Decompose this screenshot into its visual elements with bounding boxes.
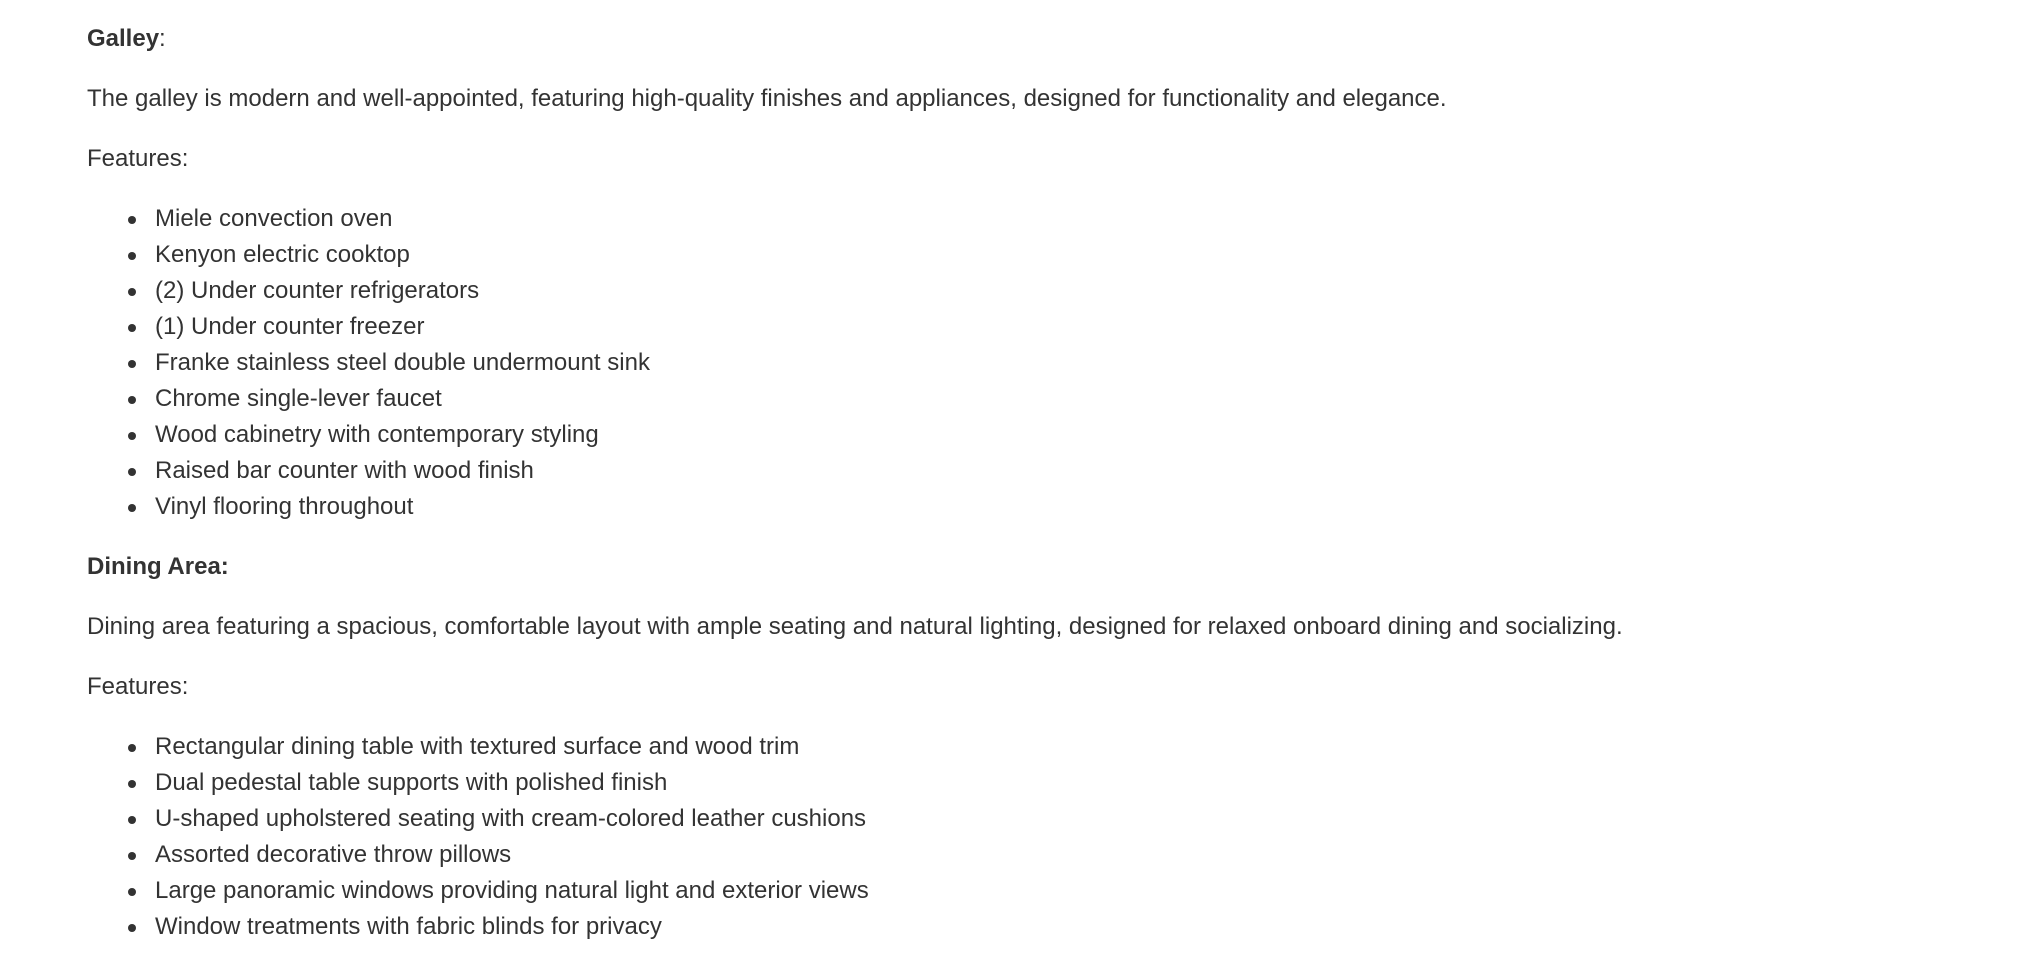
bullet-icon <box>128 888 136 896</box>
list-item <box>155 909 2007 945</box>
dining-area-features-list <box>87 729 2007 945</box>
galley-heading-title: Galley <box>87 25 160 52</box>
list-item-text: Chrome single-lever faucet <box>155 385 442 412</box>
bullet-icon <box>128 468 136 476</box>
dining-area-description: Dining area featuring a spacious, comfortable layout with ample seating and natural lighting, designed for relaxed onboard dining and socializing. <box>87 613 1623 640</box>
galley-features-list <box>87 201 2007 525</box>
dining-area-heading-title: Dining Area: <box>87 553 229 580</box>
galley-features-label: Features: <box>87 145 189 172</box>
list-item-text: Rectangular dining table with textured surface and wood trim <box>155 733 800 760</box>
bullet-icon <box>128 924 136 932</box>
bullet-icon <box>128 252 136 260</box>
bullet-icon <box>128 324 136 332</box>
document-content <box>87 21 2007 969</box>
list-item-text: Kenyon electric cooktop <box>155 241 410 268</box>
list-item <box>155 729 2007 765</box>
list-item <box>155 837 2007 873</box>
list-item-text: Window treatments with fabric blinds for privacy <box>155 913 662 940</box>
bullet-icon <box>128 360 136 368</box>
list-item <box>155 801 2007 837</box>
galley-section <box>87 21 2007 525</box>
list-item-text: Vinyl flooring throughout <box>155 493 414 520</box>
list-item <box>155 237 2007 273</box>
list-item-text: Large panoramic windows providing natural light and exterior views <box>155 877 869 904</box>
galley-heading-suffix: : <box>159 25 166 52</box>
bullet-icon <box>128 852 136 860</box>
list-item-text: Dual pedestal table supports with polished finish <box>155 769 668 796</box>
list-item <box>155 381 2007 417</box>
bullet-icon <box>128 216 136 224</box>
list-item-text: Miele convection oven <box>155 205 393 232</box>
list-item-text: Assorted decorative throw pillows <box>155 841 512 868</box>
list-item-text: (1) Under counter freezer <box>155 313 425 340</box>
bullet-icon <box>128 504 136 512</box>
list-item <box>155 489 2007 525</box>
dining-area-heading <box>87 549 2007 585</box>
list-item-text: Franke stainless steel double undermount sink <box>155 349 650 376</box>
bullet-icon <box>128 816 136 824</box>
list-item-text: U-shaped upholstered seating with cream-colored leather cushions <box>155 805 867 832</box>
bullet-icon <box>128 396 136 404</box>
list-item <box>155 345 2007 381</box>
bullet-icon <box>128 744 136 752</box>
galley-heading <box>87 21 2007 57</box>
list-item-text: Raised bar counter with wood finish <box>155 457 534 484</box>
list-item <box>155 273 2007 309</box>
dining-area-features-label: Features: <box>87 673 189 700</box>
list-item-text: Wood cabinetry with contemporary styling <box>155 421 599 448</box>
list-item <box>155 873 2007 909</box>
bullet-icon <box>128 432 136 440</box>
list-item <box>155 765 2007 801</box>
list-item-text: (2) Under counter refrigerators <box>155 277 480 304</box>
galley-description: The galley is modern and well-appointed, featuring high-quality finishes and appliances, designed for functionality and elegance. <box>87 85 1447 112</box>
list-item <box>155 417 2007 453</box>
dining-area-section <box>87 549 2007 945</box>
bullet-icon <box>128 288 136 296</box>
list-item <box>155 201 2007 237</box>
bullet-icon <box>128 780 136 788</box>
list-item <box>155 309 2007 345</box>
list-item <box>155 453 2007 489</box>
